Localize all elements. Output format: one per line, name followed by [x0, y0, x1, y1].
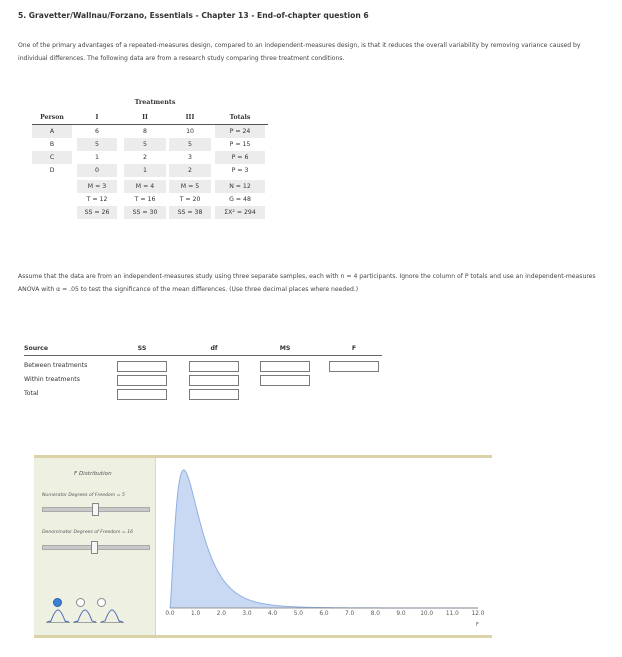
- sum-x-squared: ΣX² = 294: [215, 206, 265, 219]
- denominator-df-label: Denominator Degrees of Freedom = 16: [42, 530, 134, 535]
- table-row: [32, 125, 268, 138]
- t2-cell: 5: [124, 138, 166, 151]
- control-panel: [34, 458, 156, 635]
- ss-within-input[interactable]: [117, 375, 167, 386]
- ss-t3: SS = 38: [169, 206, 211, 219]
- mode-radio-1[interactable]: [53, 598, 62, 607]
- x-tick-label: 10.0: [420, 611, 434, 617]
- header-t1: I: [95, 114, 99, 121]
- table-row: [32, 138, 268, 151]
- ss-t2: SS = 30: [124, 206, 166, 219]
- summary-row: [32, 180, 268, 193]
- denominator-df-slider-thumb[interactable]: [91, 541, 98, 554]
- ms-within-input[interactable]: [260, 375, 310, 386]
- t-t1: T = 12: [86, 196, 108, 203]
- t2-cell: 8: [143, 128, 147, 135]
- person-cell: B: [49, 141, 55, 148]
- row-within-label: Within treatments: [24, 376, 80, 383]
- header-person: Person: [40, 114, 64, 121]
- t1-cell: 5: [77, 138, 117, 151]
- summary-row: [32, 193, 268, 206]
- widget-title: F Distribution: [74, 471, 112, 477]
- total-cell: P = 6: [215, 151, 265, 164]
- person-cell: D: [49, 167, 55, 174]
- t1-cell: 6: [95, 128, 99, 135]
- n-total: N = 12: [215, 180, 265, 193]
- x-axis-ticks: [158, 611, 490, 631]
- ss-t1: SS = 26: [77, 206, 117, 219]
- table-row: [32, 164, 268, 177]
- widget-bottom-border: [34, 635, 492, 638]
- f-ratio-input[interactable]: [329, 361, 379, 372]
- mode-radio-2[interactable]: [76, 598, 85, 607]
- t3-cell: 10: [186, 128, 194, 135]
- t2-cell: 1: [124, 164, 166, 177]
- summary-row: [32, 206, 268, 219]
- total-cell: P = 15: [229, 141, 251, 148]
- x-tick-label: 11.0: [445, 611, 459, 617]
- person-cell: A: [32, 125, 72, 138]
- treatments-header: Treatments: [134, 98, 176, 106]
- two-tail-icon: [46, 610, 70, 623]
- df-between-input[interactable]: [189, 361, 239, 372]
- anova-header-f: F: [351, 345, 357, 352]
- t3-cell: 5: [169, 138, 211, 151]
- anova-instructions: Assume that the data are from an independent-measures study using three separate samples, each with n = 4 participants. Ignore the column of P totals and use an independent-measures ANOVA with α = .05 to test the significance of the mean differences. (Use three decimal places where needed.): [18, 273, 596, 293]
- anova-header-ss: SS: [137, 345, 147, 352]
- t2-cell: 2: [143, 154, 147, 161]
- numerator-df-slider-thumb[interactable]: [92, 503, 99, 516]
- anova-table: [24, 345, 384, 407]
- anova-header-ms: MS: [279, 345, 291, 352]
- question-title: 5. Gravetter/Wallnau/Forzano, Essentials - Chapter 13 - End-of-chapter question 6: [18, 11, 369, 20]
- anova-header-source: Source: [24, 345, 49, 352]
- anova-divider: [24, 355, 382, 356]
- df-within-input[interactable]: [189, 375, 239, 386]
- t3-cell: 2: [169, 164, 211, 177]
- f-curve-area: [170, 470, 478, 608]
- mode-radio-3[interactable]: [97, 598, 106, 607]
- x-tick-label: 9.0: [396, 611, 406, 617]
- left-tail-icon: [73, 610, 97, 623]
- total-cell: P = 24: [215, 125, 265, 138]
- x-tick-label: 3.0: [242, 611, 252, 617]
- header-totals: Totals: [229, 114, 251, 121]
- t1-cell: 1: [95, 154, 99, 161]
- header-t3: III: [185, 114, 195, 121]
- header-t2: II: [142, 114, 148, 121]
- x-tick-label: 5.0: [293, 611, 303, 617]
- right-tail-icon: [100, 610, 124, 623]
- person-cell: C: [32, 151, 72, 164]
- x-tick-label: 4.0: [268, 611, 278, 617]
- t-t2: T = 16: [134, 196, 156, 203]
- df-total-input[interactable]: [189, 389, 239, 400]
- ms-between-input[interactable]: [260, 361, 310, 372]
- f-distribution-widget: [34, 455, 492, 638]
- x-tick-label: 7.0: [345, 611, 355, 617]
- x-tick-label: 1.0: [191, 611, 201, 617]
- mean-t1: M = 3: [77, 180, 117, 193]
- t-t3: T = 20: [179, 196, 201, 203]
- row-total-label: Total: [24, 390, 39, 397]
- t3-cell: 3: [188, 154, 192, 161]
- f-distribution-plot[interactable]: [158, 458, 490, 635]
- ss-between-input[interactable]: [117, 361, 167, 372]
- x-tick-label: 6.0: [319, 611, 329, 617]
- table-row: [32, 151, 268, 164]
- ss-total-input[interactable]: [117, 389, 167, 400]
- x-tick-label: 0.0: [165, 611, 175, 617]
- mean-t3: M = 5: [169, 180, 211, 193]
- table-header-row: [32, 111, 268, 125]
- row-between-label: Between treatments: [24, 362, 88, 369]
- x-axis-label: F: [476, 622, 479, 628]
- x-tick-label: 8.0: [370, 611, 380, 617]
- question-intro: One of the primary advantages of a repeated-measures design, compared to an independent-measures design, is that it reduces the overall variability by removing variance caused by individual differences. The following data are from a research study comparing three treatment conditions.: [18, 42, 581, 62]
- g-total: G = 48: [229, 196, 251, 203]
- mean-t2: M = 4: [124, 180, 166, 193]
- x-tick-label: 2.0: [216, 611, 226, 617]
- tail-mode-icons[interactable]: [46, 608, 126, 624]
- total-cell: P = 3: [231, 167, 249, 174]
- t1-cell: 0: [77, 164, 117, 177]
- x-tick-label: 12.0: [471, 611, 485, 617]
- numerator-df-label: Numerator Degrees of Freedom = 5: [42, 493, 125, 498]
- anova-header-df: df: [210, 345, 218, 352]
